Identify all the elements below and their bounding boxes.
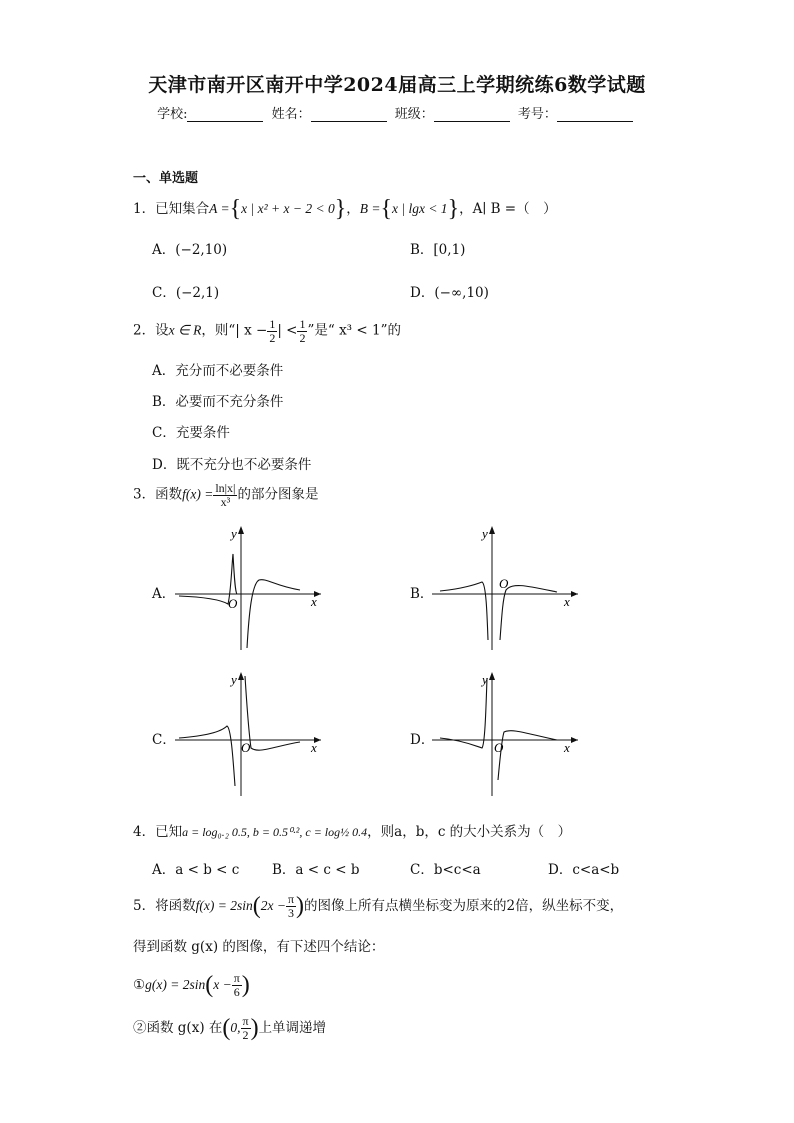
q1-option-d[interactable]: D．(−∞,10) xyxy=(410,285,489,301)
conclusion-2-pre: 函数 g(x) 在 xyxy=(146,1020,223,1036)
q3-option-c-label[interactable]: C． xyxy=(152,732,176,748)
conclusion-marker: ② xyxy=(133,1020,147,1036)
q1-option-c[interactable]: C．(−2,1) xyxy=(152,285,220,301)
name-label: 姓名： xyxy=(271,107,311,122)
conclusion-2-interval: 0, xyxy=(230,1020,241,1035)
q4-option-a[interactable]: A．a < b < c xyxy=(152,862,240,878)
origin-label: O xyxy=(241,740,251,755)
numerator: 1 xyxy=(299,317,306,331)
school-blank[interactable] xyxy=(187,108,263,122)
x-axis-label: x xyxy=(564,740,570,755)
q2-option-c[interactable]: C．充要条件 xyxy=(152,425,230,441)
q3-fraction xyxy=(213,482,237,508)
q4-option-b[interactable]: B．a < c < b xyxy=(272,862,360,878)
q4-option-c[interactable]: C．b<c<a xyxy=(410,862,481,878)
page-title: 天津市南开区南开中学2024届高三上学期统练6数学试题 xyxy=(148,74,646,96)
q1-comma: ， xyxy=(346,201,360,217)
q2-cond2: ”是“ x³ < 1”的 xyxy=(307,322,401,339)
q1-set-b-label: B = xyxy=(359,201,381,216)
bracket-close: ) xyxy=(250,1015,259,1041)
graph-c[interactable] xyxy=(175,668,325,798)
origin-label: O xyxy=(228,596,238,611)
number-blank[interactable] xyxy=(557,108,633,122)
q1-option-b[interactable]: B．[0,1) xyxy=(410,242,466,258)
conclusion-1-arg: x − xyxy=(213,977,232,992)
q1-number: 1．已知集合 xyxy=(133,201,210,217)
q1-option-a[interactable]: A．(−2,10) xyxy=(152,242,228,258)
brace-open: { xyxy=(380,196,392,222)
brace-close: } xyxy=(334,196,347,222)
fraction-half xyxy=(267,318,277,344)
number-label: 考号： xyxy=(517,107,557,122)
x-axis-label: x xyxy=(311,740,317,755)
q5-arg: 2x − xyxy=(260,898,286,913)
y-axis-label: y xyxy=(482,526,488,541)
denominator: 3 xyxy=(287,906,294,920)
conclusion-1-fx: g(x) = 2sin xyxy=(145,977,206,992)
fraction-pi-6 xyxy=(232,972,242,998)
q2-option-a[interactable]: A．充分而不必要条件 xyxy=(152,363,284,379)
q5-line2: 得到函数 g(x) 的图像，有下述四个结论： xyxy=(133,939,385,955)
bracket-open: ( xyxy=(222,1015,231,1041)
numerator: π xyxy=(242,1014,249,1029)
q2-lt: | < xyxy=(277,322,298,339)
class-blank[interactable] xyxy=(434,108,510,122)
q5-conclusion-1 xyxy=(133,972,250,999)
section-heading: 一、单选题 xyxy=(133,171,199,186)
graph-d[interactable] xyxy=(432,668,582,798)
brace-close: } xyxy=(447,196,460,222)
q1-set-a-label: A = xyxy=(209,201,230,216)
denominator: 6 xyxy=(233,985,240,999)
q5-number: 5．将函数 xyxy=(133,898,196,914)
conclusion-2-tail: 上单调递增 xyxy=(258,1020,327,1036)
question-2 xyxy=(133,318,401,344)
denominator: x³ xyxy=(220,494,231,509)
denominator: 2 xyxy=(269,330,276,345)
q2-number: 2．设 xyxy=(133,322,169,339)
y-axis-label: y xyxy=(231,672,237,687)
y-axis-label: y xyxy=(231,526,237,541)
q4-option-d[interactable]: D．c<a<b xyxy=(548,862,620,878)
denominator: 2 xyxy=(299,330,306,345)
school-label: 学校: xyxy=(157,107,188,122)
q3-fx: f(x) = xyxy=(182,486,214,502)
q5-tail: 的图像上所有点横坐标变为原来的2倍，纵坐标不变， xyxy=(304,898,624,914)
numerator: ln|x| xyxy=(215,481,236,495)
question-3 xyxy=(133,482,318,508)
paren-close: ) xyxy=(241,972,250,998)
numerator: π xyxy=(287,892,294,907)
q1-tail: ，A∣ B =（ ） xyxy=(459,201,557,217)
q1-set-a-body: x | x² + x − 2 < 0 xyxy=(241,201,335,216)
x-axis-label: x xyxy=(311,594,317,609)
y-axis-label: y xyxy=(482,672,488,687)
q5-fx: f(x) = 2sin xyxy=(195,898,253,913)
q3-option-d-label[interactable]: D． xyxy=(410,732,435,748)
numerator: 1 xyxy=(269,317,276,331)
conclusion-marker: ① xyxy=(133,977,146,993)
paren-close: ) xyxy=(296,893,304,919)
student-info-line xyxy=(0,103,794,122)
q3-tail: 的部分图象是 xyxy=(237,486,319,503)
graph-b[interactable] xyxy=(432,522,582,652)
q2-option-b[interactable]: B．必要而不充分条件 xyxy=(152,394,284,410)
q1-set-b-body: x | lgx < 1 xyxy=(392,201,448,216)
q3-option-b-label[interactable]: B． xyxy=(410,586,434,602)
origin-label: O xyxy=(499,576,509,591)
origin-label: O xyxy=(494,740,504,755)
q4-number: 4．已知 xyxy=(133,824,183,840)
brace-open: { xyxy=(229,196,242,222)
q2-option-d[interactable]: D．既不充分也不必要条件 xyxy=(152,457,312,473)
denominator: 2 xyxy=(242,1028,249,1042)
fraction-pi-2 xyxy=(241,1015,251,1041)
paren-open: ( xyxy=(252,893,261,919)
fraction-half xyxy=(297,318,307,344)
paren-open: ( xyxy=(205,972,214,998)
name-blank[interactable] xyxy=(311,108,387,122)
class-label: 班级： xyxy=(394,107,434,122)
x-axis-label: x xyxy=(564,594,570,609)
q3-number: 3．函数 xyxy=(133,486,183,503)
question-5 xyxy=(133,893,623,920)
q4-tail: ，则a，b，c 的大小关系为（ ） xyxy=(367,824,572,840)
q3-option-a-label[interactable]: A． xyxy=(152,586,176,602)
question-4 xyxy=(133,820,571,840)
q4-expression: a = log₀.₂ 0.5, b = 0.5⁰·², c = log½ 0.4 xyxy=(182,825,368,839)
q2-cond1: ，则“| x − xyxy=(201,322,268,339)
fraction-pi-3 xyxy=(286,893,296,919)
graph-a[interactable] xyxy=(175,522,325,652)
question-1 xyxy=(133,196,557,223)
q2-var: x ∈ R xyxy=(168,322,202,338)
q5-conclusion-2 xyxy=(133,1015,326,1042)
numerator: π xyxy=(233,971,240,986)
